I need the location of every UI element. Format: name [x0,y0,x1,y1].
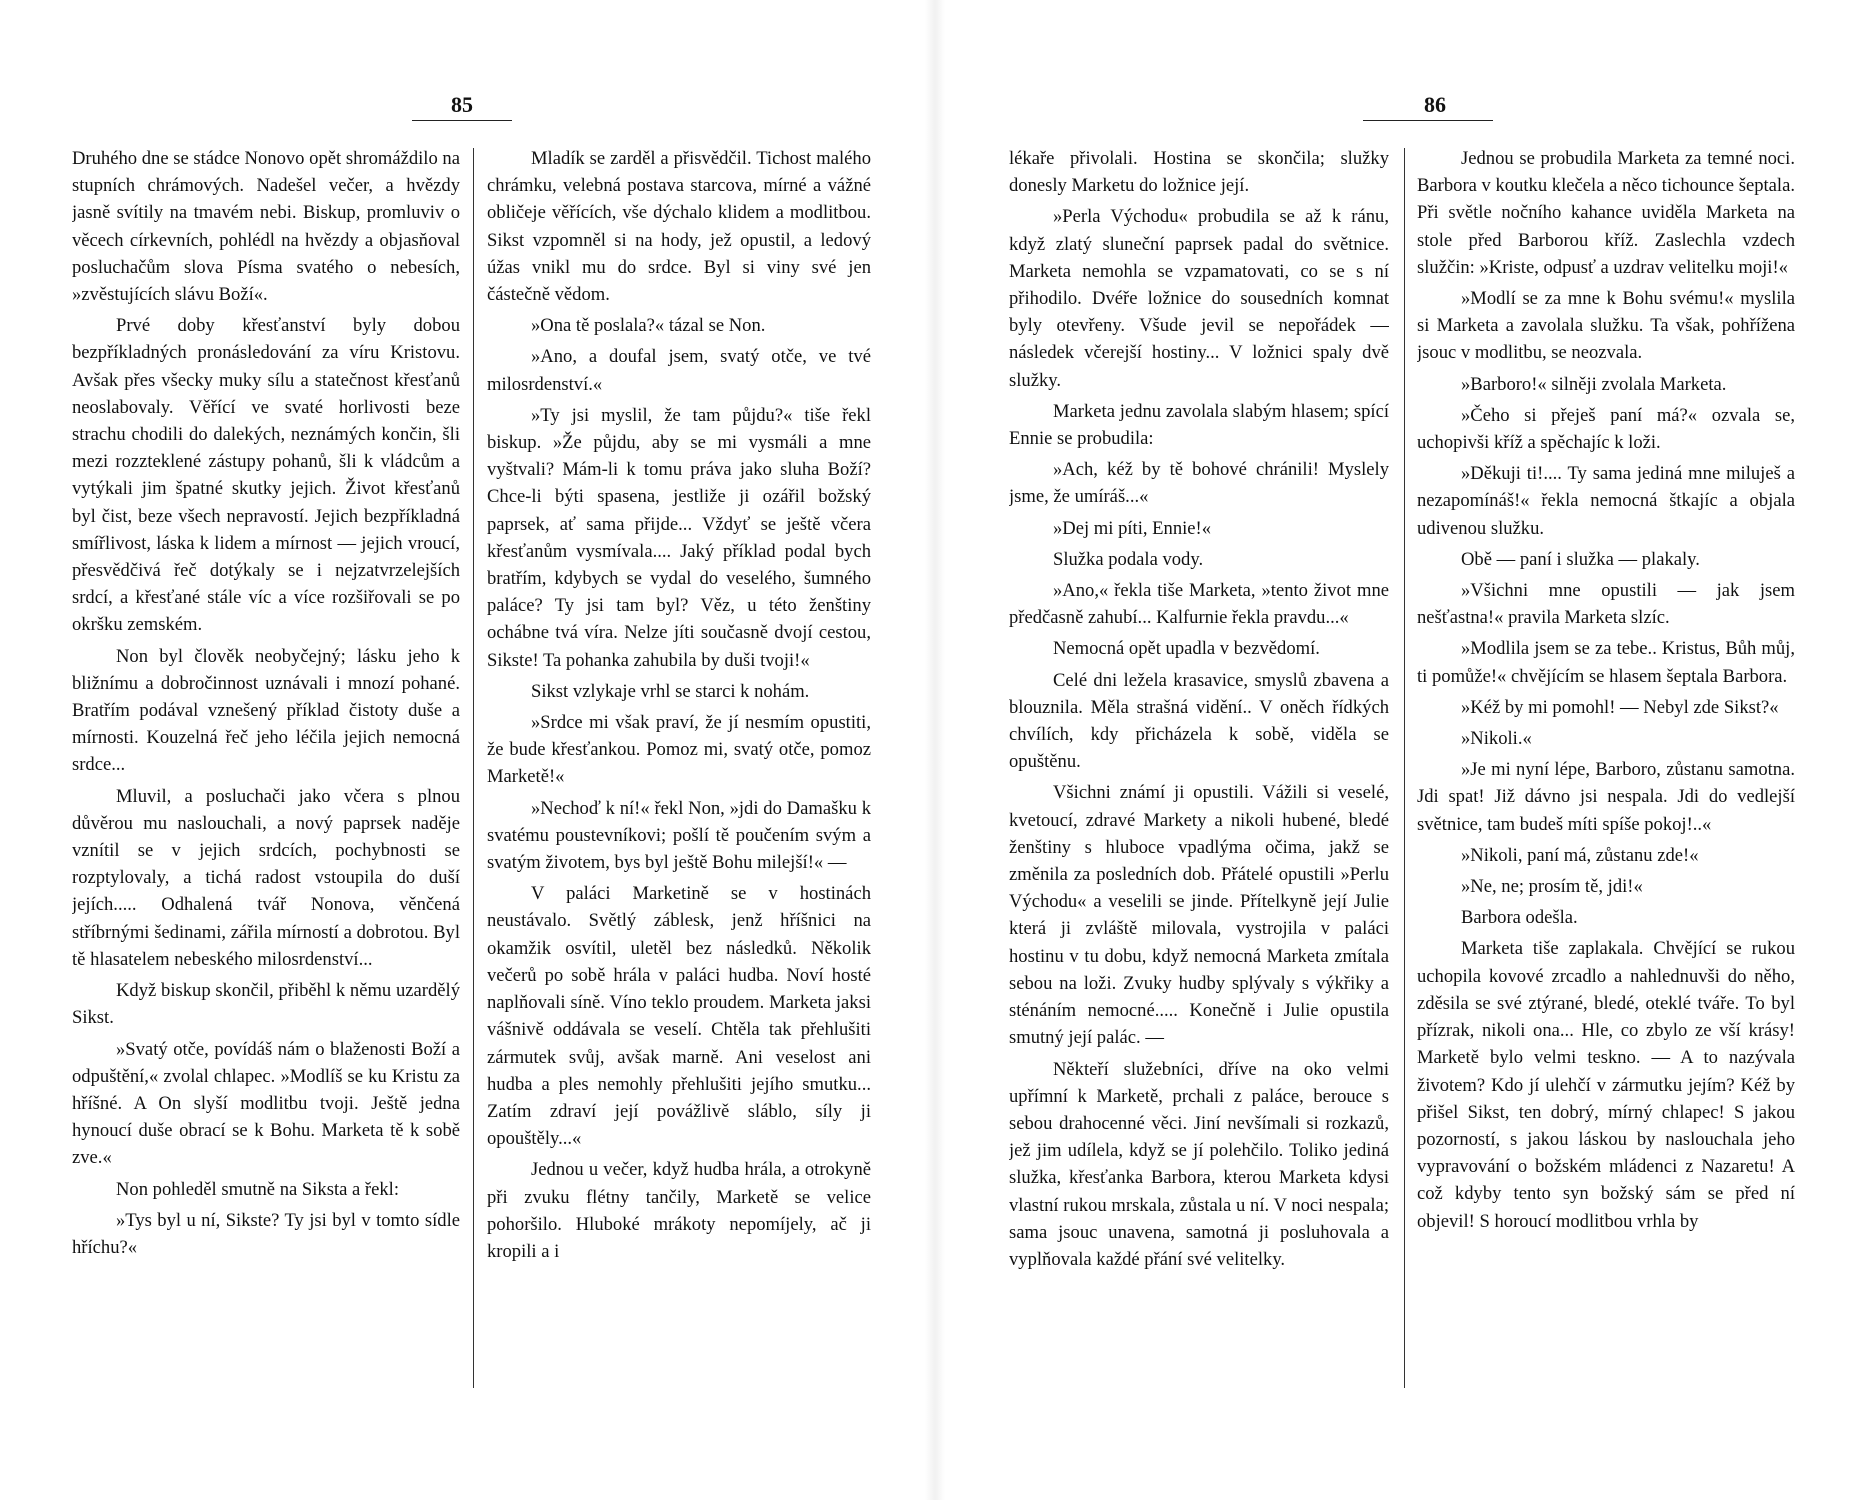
paragraph: Nemocná opět upadla v bezvědomí. [1053,638,1320,660]
paragraph: »Je mi nyní lépe, Barboro, zůstanu samotna. Jdi spat! Již dávno jsi nespala. Jdi do vedlejší světnice, tam budeš míti spíše pokoj!..« [1417,759,1795,835]
paragraph: Druhého dne se stádce Nonovo opět shromáždilo na stupních chrámových. Nadešel večer, a hvězdy jasně svítily na tmavém nebi. Biskup, promluviv o věcech církevních, pohlédl na hvězdy a objasňoval posluchačům slova Písma svatého o nebesích, »zvěstujících slávu Boží«. [72,148,460,306]
paragraph: Prvé doby křesťanství byly dobou bezpříkladných pronásledování za víru Kristovu. Avšak přes všecky muky sílu a statečnost křesťanů neoslabovaly. Věřící ve svaté horlivosti beze strachu chodili do dalekých, neznámých končin, šli mezi rozzteklené zástupy pohanů, šli k vládcům a vytýkali jim špatné skutky jejich. Život křesťanů byl čist, beze všech nepravostí. Jejich bezpříkladná smířlivost, láska k lidem a mírnost — jejich vroucí, přesvědčivá řeč dotýkaly se i nejzatvrzelejších srdcí, a křesťané stále víc a více rozšiřovali se po okršku zemském. [72,315,460,636]
paragraph: »Nikoli, paní má, zůstanu zde!« [1461,844,1699,866]
paragraph: »Srdce mi však praví, že jí nesmím opustiti, že bude křesťankou. Pomoz mi, svatý otče, pomoz Marketě!« [487,712,871,788]
paragraph: V paláci Marketině se v hostinách neustávalo. Světlý záblesk, jenž hříšnici na okamžik osvítil, uletěl bez následků. Několik večerů po sobě hrála v paláci hudba. Noví hosté naplňovali síně. Víno teklo proudem. Marketa jaksi vášnivě oddávala se veselí. Chtěla tak přehlušiti zármutek svůj, avšak marně. Ani veselost ani hudba a ples nemohly přehlušiti jejího smutku... Zatím zdraví její povážlivě sláblo, síly ji opouštěly...« [487,883,871,1150]
paragraph: »Svatý otče, povídáš nám o blaženosti Boží a odpuštění,« zvolal chlapec. »Modlíš se ku Kristu za hříšné. A On slyší modlitbu tvoji. Ještě jedna hynoucí duše obrací se k Bohu. Marketa tě k sobě zve.« [72,1038,460,1169]
paragraph: »Modlila jsem se za tebe.. Kristus, Bůh můj, ti pomůže!« chvějícím se hlasem šeptala Barbora. [1417,638,1795,687]
paragraph: »Ach, kéž by tě bohové chránili! Myslely jsme, že umíráš...« [1009,459,1389,508]
page-number: 85 [451,92,473,117]
page-number-rule [1363,120,1493,121]
paragraph: Obě — paní i služka — plakaly. [1461,548,1700,570]
text-column-left [1009,145,1389,1410]
paragraph: »Děkuji ti!.... Ty sama jediná mne miluješ a nezapomínáš!« řekla nemocná štkajíc a objala udivenou služku. [1417,463,1795,539]
column-divider [473,148,474,1388]
paragraph: »Všichni mne opustili — jak jsem nešťastna!« pravila Marketa slzíc. [1417,580,1795,629]
right-page [935,0,1870,1500]
text-column-right [487,145,871,1410]
paragraph: »Ano, a doufal jsem, svatý otče, ve tvé milosrdenství.« [487,346,871,395]
paragraph: Někteří služebníci, dříve na oko velmi upřímní k Marketě, prchali z paláce, berouce s sebou drahocenné věci. Jiní nevšímali si rozkazů, jež jim udílela, když se jí polehčilo. Toliko jediná služka, křesťanka Barbora, kterou Marketa kdysi vlastní rukou mrskala, zůstala u ní. V noci nespala; sama jsouc unavena, samotná ji posluhovala a vyplňovala každé přání své velitelky. [1009,1058,1389,1270]
text-column-right [1417,145,1795,1410]
paragraph: Non byl člověk neobyčejný; lásku jeho k bližnímu a dobročinnost uznávali i mnozí pohané. Bratřím podával vznešený příklad čistoty duše a mírnosti. Kouzelná řeč jeho léčila jejich nemocná srdce... [72,645,460,776]
paragraph: »Modlí se za mne k Bohu svému!« myslila si Marketa a zavolala služku. Ta však, pohřížena jsouc v modlitbu, se neozvala. [1417,288,1795,364]
paragraph: Jednou u večer, když hudba hrála, a otrokyně při zvuku flétny tančily, Marketě se velice pohoršilo. Hluboké mrákoty nepomíjely, ač ji kropili a i [487,1159,871,1262]
paragraph: »Barboro!« silněji zvolala Marketa. [1461,373,1727,395]
paragraph: Marketa jednu zavolala slabým hlasem; spící Ennie se probudila: [1009,400,1389,450]
paragraph: »Ano,« řekla tiše Marketa, »tento život mne předčasně zahubí... Kalfurnie řekla pravdu...« [1009,580,1389,629]
paragraph: Všichni známí ji opustili. Vážili si veselé, kvetoucí, zdravé Markety a nikoli hubené, bledé ženštiny s hluboce vpadlýma očima, jakž se změnila za posledních dob. Přátelé opustili »Perlu Východu« a veselili se jinde. Přítelkyně její Julie která ji zvláště milovala, vystrojila v paláci hostinu v tu dobu, když nemocná Marketa zmítala sebou na loži. Zvuky hudby splývaly s výkřiky a sténáním nemocné..... Konečně i Julie opustila smutný její palác. — [1009,782,1389,1049]
paragraph: »Tys byl u ní, Sikste? Ty jsi byl v tomto sídle hříchu?« [72,1209,460,1258]
text-column-left [72,145,460,1410]
paragraph: »Kéž by mi pomohl! — Nebyl zde Sikst?« [1461,696,1779,718]
paragraph: »Čeho si přeješ paní má?« ozvala se, uchopivši kříž a spěchajíc k loži. [1417,404,1795,454]
paragraph: »Ne, ne; prosím tě, jdi!« [1461,876,1643,898]
paragraph: Mluvil, a posluchači jako včera s plnou důvěrou mu naslouchali, a nový paprsek naděje vznítil se v jejich srdcích, pochybnosti se rozptylovaly, a tichá radost vstoupila do duší jejích..... Odhalená tvář Nonova, věnčená stříbrnými šedinami, zářila mírností a dobrotou. Byl tě hlasatelem nebeského milosrdenství... [72,785,460,970]
paragraph: »Perla Východu« probudila se až k ránu, když zlatý sluneční paprsek padal do světnice. Marketa nemohla se vzpamatovati, co se s ní přihodilo. Dvéře ložnice do sousedních komnat byly otevřeny. Všude jevil se nepořádek — následek včerejší hostiny... V ložnici spaly dvě služky. [1009,206,1389,391]
paragraph: »Nechoď k ní!« řekl Non, »jdi do Damašku k svatému poustevníkovi; pošlí tě poučením svým a svatým životem, bys byl ještě Bohu milejší!« — [487,797,871,874]
paragraph: Když biskup skončil, přiběhl k němu uzardělý Sikst. [72,980,460,1029]
paragraph: Jednou se probudila Marketa za temné noci. Barbora v koutku klečela a něco tichounce šeptala. Při světle nočního kahance uviděla Marketa na stole před Barborou kříž. Zaslechla vzdech služčin: »Kriste, odpusť a uzdrav velitelku moji!« [1417,148,1795,278]
paragraph: Barbora odešla. [1461,907,1578,929]
paragraph: Marketa tiše zaplakala. Chvějící se rukou uchopila kovové zrcadlo a nahlednuvši do něho, zděsila se své ztýrané, bledé, oteklé tváře. To byl přízrak, nikoli ona... Hle, co zbylo ze vší krásy! Marketě bylo velmi teskno. — A to nazývala životem? Kdo jí ulehčí v zármutku jejím? Kéž by přišel Sikst, ten dobrý, mírný chlapec! S jakou pozorností, s jakou láskou by naslouchala jeho vypravování o božském mládenci z Nazaretu! A což kdyby tento syn božský sám se před ní objevil! S horoucí modlitbou vrhla by [1417,938,1795,1232]
paragraph: »Ty jsi myslil, že tam půjdu?« tiše řekl biskup. »Že půjdu, aby se mi vysmáli a mne vyštvali? Mám-li k tomu práva jako sluha Boží? Chce-li býti spasena, jestliže ji ozářil božský paprsek, ať sama přijde... Vždyť se ještě včera křesťanům vysmívala.... Jaký příklad podal bych bratřím, kdybych se vydal do veselého, šumného paláce? Ty jsi tam byl? Věz, u této ženštiny ochábne tvá víra. Nelze jíti současně dvojí cestou, Sikste! Ta pohanka zahubila by duši tvoji!« [487,404,871,671]
paragraph: lékaře přivolali. Hostina se skončila; služky donesly Marketu do ložnice její. [1009,148,1389,197]
paragraph: Celé dni ležela krasavice, smyslů zbavena a blouznila. Měla strašná vidění.. V oněch řídkých chvílích, kdy přicházela k sobě, viděla se opuštěnu. [1009,669,1389,773]
paragraph: Mladík se zarděl a přisvědčil. Tichost malého chrámku, velebná postava starcova, mírné a vážné obličeje věřících, vše dýchalo klidem a modlitbou. Sikst vzpomněl si na hody, jež opustil, a ledový úžas vnikl mu do srdce. Byl si viny své jen částečně vědom. [487,148,871,306]
paragraph: Služka podala vody. [1053,548,1204,570]
page-number-rule [412,120,512,121]
paragraph: »Ona tě poslala?« tázal se Non. [531,315,766,337]
column-divider [1404,148,1405,1388]
paragraph: »Nikoli.« [1461,728,1532,750]
paragraph: Non pohleděl smutně na Siksta a řekl: [116,1178,399,1200]
paragraph: Sikst vzlykaje vrhl se starci k nohám. [531,680,810,702]
page-number: 86 [1424,92,1446,117]
paragraph: »Dej mi píti, Ennie!« [1053,517,1212,539]
